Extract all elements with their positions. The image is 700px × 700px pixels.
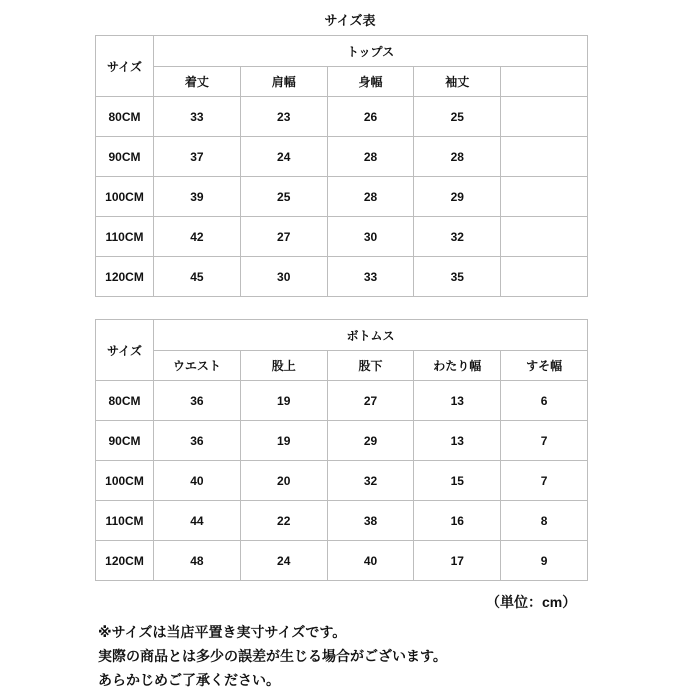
value-cell: 7: [501, 461, 588, 501]
value-cell: [501, 97, 588, 137]
value-cell: 27: [240, 217, 327, 257]
table-row: [96, 501, 588, 541]
note-line: 実際の商品とは多少の誤差が生じる場合がございます。: [98, 648, 447, 664]
value-cell: 40: [327, 541, 414, 581]
value-cell: 38: [327, 501, 414, 541]
value-cell: 33: [154, 97, 241, 137]
table-row: [96, 97, 588, 137]
value-cell: 13: [414, 421, 501, 461]
value-cell: 13: [414, 381, 501, 421]
table-row: [96, 461, 588, 501]
value-cell: [501, 217, 588, 257]
value-cell: 24: [240, 541, 327, 581]
tops-group-header: トップス: [154, 36, 588, 67]
value-cell: [501, 137, 588, 177]
value-cell: 40: [154, 461, 241, 501]
value-cell: 30: [240, 257, 327, 297]
value-cell: 39: [154, 177, 241, 217]
value-cell: 32: [327, 461, 414, 501]
column-header: 着丈: [154, 67, 241, 97]
column-header: 肩幅: [240, 67, 327, 97]
value-cell: 36: [154, 421, 241, 461]
value-cell: 28: [327, 177, 414, 217]
size-cell: 80CM: [96, 381, 154, 421]
value-cell: 44: [154, 501, 241, 541]
value-cell: 37: [154, 137, 241, 177]
value-cell: [501, 177, 588, 217]
value-cell: 27: [327, 381, 414, 421]
value-cell: 25: [414, 97, 501, 137]
value-cell: 42: [154, 217, 241, 257]
column-header: すそ幅: [501, 351, 588, 381]
value-cell: 17: [414, 541, 501, 581]
size-cell: 120CM: [96, 257, 154, 297]
value-cell: 28: [327, 137, 414, 177]
size-cell: 110CM: [96, 501, 154, 541]
table-row: [96, 421, 588, 461]
value-cell: 7: [501, 421, 588, 461]
unit-note: （単位：cm）: [486, 594, 577, 610]
value-cell: 28: [414, 137, 501, 177]
column-header: [501, 67, 588, 97]
note-line: ※サイズは当店平置き実寸サイズです。: [98, 624, 347, 640]
value-cell: 30: [327, 217, 414, 257]
value-cell: 25: [240, 177, 327, 217]
value-cell: 22: [240, 501, 327, 541]
table-row: [96, 257, 588, 297]
value-cell: 33: [327, 257, 414, 297]
size-column-header: サイズ: [96, 36, 154, 97]
value-cell: 48: [154, 541, 241, 581]
value-cell: [501, 257, 588, 297]
value-cell: 19: [240, 421, 327, 461]
column-header: 股下: [327, 351, 414, 381]
column-header: 袖丈: [414, 67, 501, 97]
size-cell: 110CM: [96, 217, 154, 257]
table-row: [96, 137, 588, 177]
value-cell: 20: [240, 461, 327, 501]
size-cell: 100CM: [96, 177, 154, 217]
value-cell: 6: [501, 381, 588, 421]
value-cell: 45: [154, 257, 241, 297]
table-row: [96, 541, 588, 581]
value-cell: 16: [414, 501, 501, 541]
column-header: ウエスト: [154, 351, 241, 381]
table-row: [96, 381, 588, 421]
value-cell: 26: [327, 97, 414, 137]
tops-size-table: [95, 35, 588, 297]
notes-block: [98, 620, 447, 692]
size-cell: 80CM: [96, 97, 154, 137]
value-cell: 29: [327, 421, 414, 461]
page-title: サイズ表: [324, 13, 376, 28]
size-cell: 90CM: [96, 137, 154, 177]
value-cell: 24: [240, 137, 327, 177]
note-line: あらかじめご了承ください。: [98, 672, 280, 688]
column-header: 身幅: [327, 67, 414, 97]
value-cell: 8: [501, 501, 588, 541]
column-header: わたり幅: [414, 351, 501, 381]
bottoms-group-header: ボトムス: [154, 320, 588, 351]
size-column-header: サイズ: [96, 320, 154, 381]
bottoms-size-table: [95, 319, 588, 581]
value-cell: 19: [240, 381, 327, 421]
value-cell: 35: [414, 257, 501, 297]
value-cell: 23: [240, 97, 327, 137]
value-cell: 29: [414, 177, 501, 217]
size-cell: 120CM: [96, 541, 154, 581]
table-row: [96, 177, 588, 217]
value-cell: 36: [154, 381, 241, 421]
size-cell: 100CM: [96, 461, 154, 501]
value-cell: 15: [414, 461, 501, 501]
value-cell: 9: [501, 541, 588, 581]
column-header: 股上: [240, 351, 327, 381]
value-cell: 32: [414, 217, 501, 257]
table-row: [96, 217, 588, 257]
size-cell: 90CM: [96, 421, 154, 461]
